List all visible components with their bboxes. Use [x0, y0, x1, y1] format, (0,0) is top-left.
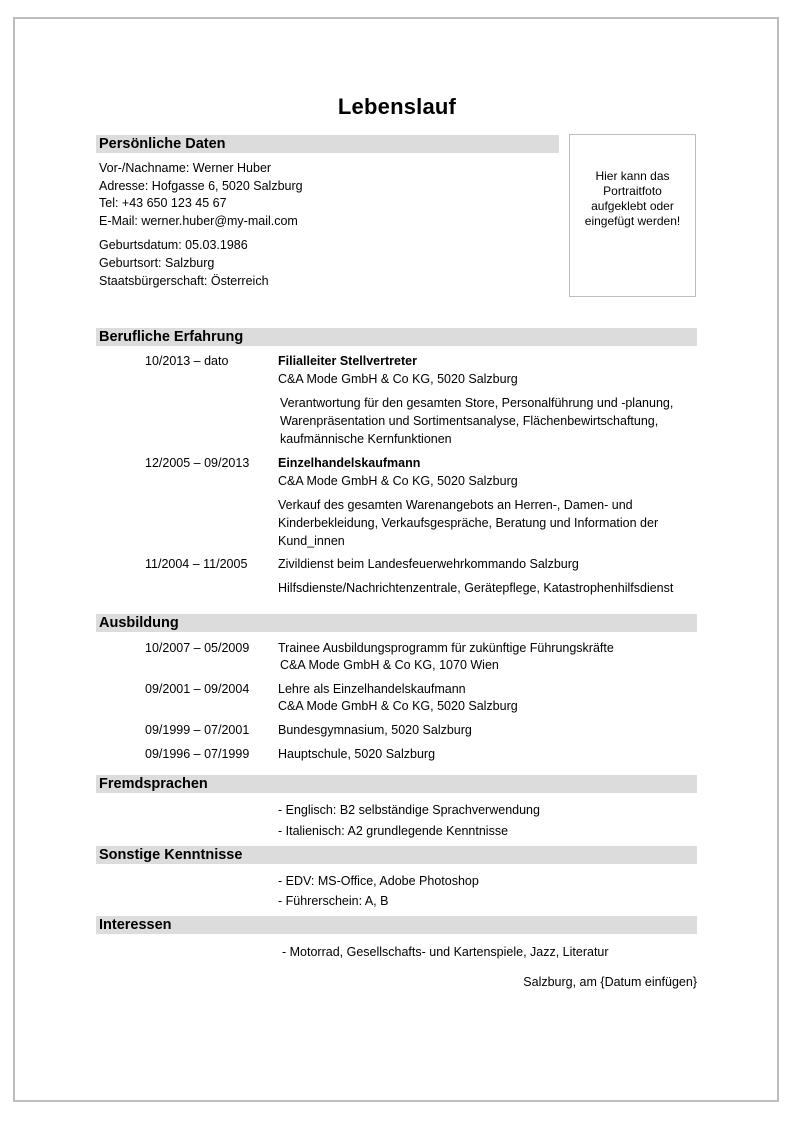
personal-citizenship: Staatsbürgerschaft: Österreich	[99, 274, 269, 288]
section-heading-languages: Fremdsprachen	[96, 775, 697, 793]
education-institution: C&A Mode GmbH & Co KG, 1070 Wien	[280, 658, 499, 672]
personal-name: Vor-/Nachname: Werner Huber	[99, 161, 272, 175]
language-item: - Italienisch: A2 grundlegende Kenntnisse	[278, 824, 509, 838]
experience-position: Filialleiter Stellvertreter	[278, 354, 417, 368]
personal-address: Adresse: Hofgasse 6, 5020 Salzburg	[99, 179, 303, 193]
education-title: Trainee Ausbildungsprogramm für zukünftige Führungskräfte	[278, 641, 614, 655]
document-title: Lebenslauf	[337, 94, 457, 119]
skill-item: - Führerschein: A, B	[278, 894, 389, 908]
experience-description: Verkauf des gesamten Warenangebots an Herren-, Damen- und Kinderbekleidung, Verkaufsgespräche, Beratung und Information der Kund_innen	[278, 498, 659, 548]
section-heading-skills: Sonstige Kenntnisse	[96, 846, 697, 864]
personal-email: E-Mail: werner.huber@my-mail.com	[99, 214, 298, 228]
language-item: - Englisch: B2 selbständige Sprachverwendung	[278, 803, 540, 817]
personal-phone: Tel: +43 650 123 45 67	[99, 196, 227, 210]
experience-description: Hilfsdienste/Nachrichtenzentrale, Gerätepflege, Katastrophenhilfsdienst	[278, 581, 674, 595]
experience-description: Verantwortung für den gesamten Store, Personalführung und -planung, Warenpräsentation und Sortimentsanalyse, Flächenbewirtschaftung, kaufmännische Kernfunktionen	[280, 396, 674, 446]
experience-position: Einzelhandelskaufmann	[278, 456, 421, 470]
photo-placeholder: Hier kann das Portraitfoto aufgeklebt oder eingefügt werden!	[569, 134, 696, 297]
personal-birthdate: Geburtsdatum: 05.03.1986	[99, 238, 248, 252]
education-period: 10/2007 – 05/2009	[145, 641, 250, 655]
signature-date-line: Salzburg, am {Datum einfügen}	[523, 975, 697, 989]
experience-company: C&A Mode GmbH & Co KG, 5020 Salzburg	[278, 372, 518, 386]
interest-item: - Motorrad, Gesellschafts- und Kartenspiele, Jazz, Literatur	[282, 945, 609, 959]
section-heading-education: Ausbildung	[96, 614, 697, 632]
education-title: Hauptschule, 5020 Salzburg	[278, 747, 436, 761]
education-period: 09/1999 – 07/2001	[145, 723, 250, 737]
experience-period: 12/2005 – 09/2013	[145, 456, 250, 470]
experience-period: 10/2013 – dato	[145, 354, 229, 368]
experience-company: C&A Mode GmbH & Co KG, 5020 Salzburg	[278, 474, 518, 488]
education-title: Lehre als Einzelhandelskaufmann	[278, 682, 466, 696]
experience-position: Zivildienst beim Landesfeuerwehrkommando Salzburg	[278, 557, 579, 571]
skill-item: - EDV: MS-Office, Adobe Photoshop	[278, 874, 479, 888]
education-period: 09/1996 – 07/1999	[145, 747, 250, 761]
education-institution: C&A Mode GmbH & Co KG, 5020 Salzburg	[278, 699, 518, 713]
section-heading-interests: Interessen	[96, 916, 697, 934]
education-title: Bundesgymnasium, 5020 Salzburg	[278, 723, 472, 737]
section-heading-experience: Berufliche Erfahrung	[96, 328, 697, 346]
section-heading-personal: Persönliche Daten	[96, 135, 559, 153]
personal-birthplace: Geburtsort: Salzburg	[99, 256, 215, 270]
education-period: 09/2001 – 09/2004	[145, 682, 250, 696]
experience-period: 11/2004 – 11/2005	[145, 557, 248, 571]
